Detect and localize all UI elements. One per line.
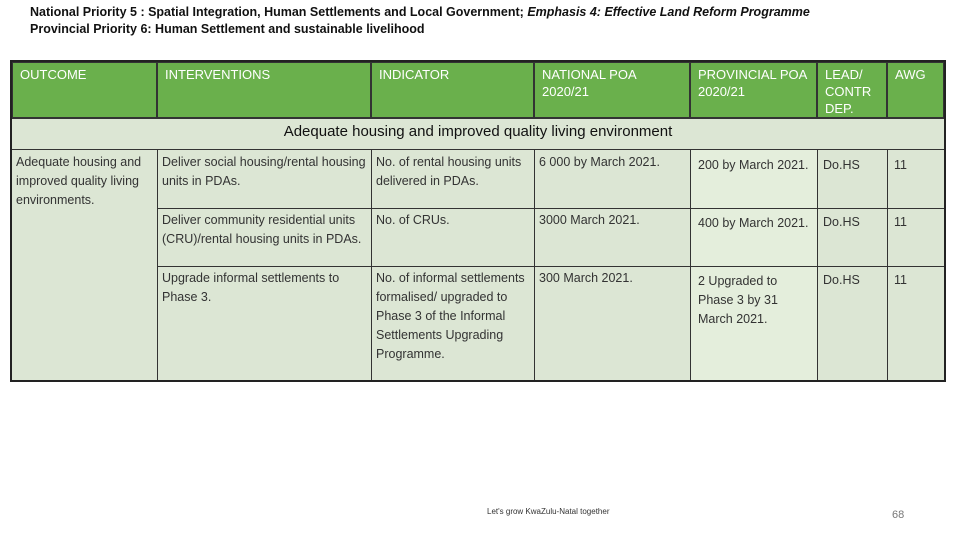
row-divider [157,208,944,209]
col-header-indicator: INDICATOR [371,62,534,118]
col-header-awg: AWG [887,62,944,118]
page-number: 68 [892,509,905,521]
divider [887,150,888,380]
row2-national: 3000 March 2021. [539,213,640,227]
row2-awg: 11 [894,215,907,229]
divider [690,150,691,380]
row-divider [157,266,944,267]
row1-provincial: 200 by March 2021. [698,158,809,172]
col-header-provincial-poa: PROVINCIAL POA 2020/21 [690,62,817,118]
row1-national: 6 000 by March 2021. [539,155,660,169]
divider [534,150,535,380]
row2-lead: Do.HS [823,215,860,229]
divider [817,150,818,380]
row2-intervention: Deliver community residential units (CRU)/rental housing units in PDAs. [162,213,362,246]
col-header-interventions: INTERVENTIONS [157,62,371,118]
divider [157,150,158,380]
row3-intervention: Upgrade informal settlements to Phase 3. [162,271,340,304]
row3-lead: Do.HS [823,273,860,287]
row3-provincial: 2 Upgraded to Phase 3 by 31 March 2021. [698,274,778,326]
row2-indicator: No. of CRUs. [376,213,450,227]
col-header-national-poa: NATIONAL POA 2020/21 [534,62,690,118]
row2-provincial: 400 by March 2021. [698,216,809,230]
national-priority-text: National Priority 5 : Spatial Integration, Human Settlements and Local Government; [30,5,524,19]
divider [371,150,372,380]
row1-indicator: No. of rental housing units delivered in PDAs. [376,155,522,188]
section-band: Adequate housing and improved quality living environment [12,118,944,150]
row3-national: 300 March 2021. [539,271,633,285]
page-header [30,4,810,38]
col-header-outcome: OUTCOME [12,62,157,118]
col-header-lead-contr: LEAD/ CONTR DEP. [817,62,887,118]
emphasis-text: Emphasis 4: Effective Land Reform Programme [527,5,810,19]
footer-slogan: Let's grow KwaZulu-Natal together [487,507,610,516]
row3-indicator: No. of informal settlements formalised/ upgraded to Phase 3 of the Informal Settlements Upgrading Programme. [376,271,525,361]
row1-lead: Do.HS [823,158,860,172]
national-priority-line [30,4,810,21]
provincial-column-shade [690,150,817,380]
provincial-priority-line: Provincial Priority 6: Human Settlement and sustainable livelihood [30,22,425,36]
row1-awg: 11 [894,158,907,172]
row3-awg: 11 [894,273,907,287]
outcome-cell: Adequate housing and improved quality living environments. [16,155,142,207]
row1-intervention: Deliver social housing/rental housing units in PDAs. [162,155,366,188]
priority-table [10,60,946,382]
